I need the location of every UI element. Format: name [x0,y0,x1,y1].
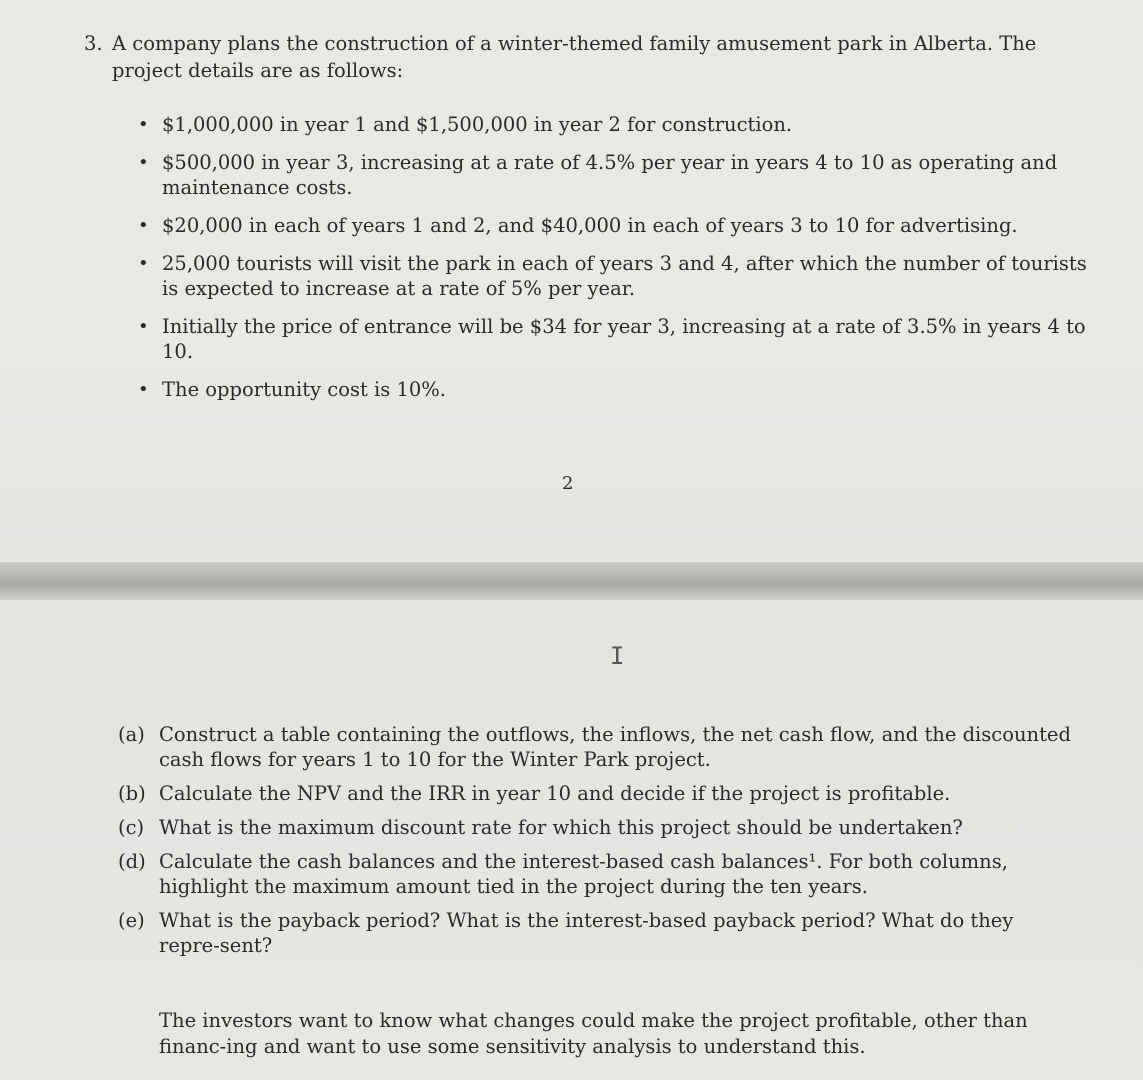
list-item [138,213,1093,238]
problem-number: 3. [84,32,103,55]
question-text: Calculate the cash balances and the interest-based cash balances¹. For both columns, highlight the maximum amount tied in the project during the ten years. [159,850,1008,898]
list-item [138,314,1093,364]
page-number: 2 [562,473,574,494]
page-divider [0,562,1143,600]
question-label: (a) [118,723,145,746]
bullet-icon: • [138,114,149,135]
question-item [118,781,1078,806]
detail-text: Initially the price of entrance will be $34 for year 3, increasing at a rate of 3.5% in years 4 to 10. [162,315,1086,363]
question-label: (d) [118,850,146,873]
detail-text: The opportunity cost is 10%. [162,378,446,401]
detail-text: $500,000 in year 3, increasing at a rate of 4.5% per year in years 4 to 10 as operating and maintenance costs. [162,151,1058,199]
project-details-list [138,112,1093,415]
detail-text: $20,000 in each of years 1 and 2, and $40,000 in each of years 3 to 10 for advertising. [162,214,1018,237]
text-cursor-icon: I [610,642,625,670]
questions-list [118,722,1078,967]
closing-paragraph: The investors want to know what changes could make the project profitable, other than financ-ing and want to use some sensitivity analysis to understand this. [159,1009,1028,1058]
question-text: What is the maximum discount rate for which this project should be undertaken? [159,816,963,839]
problem-intro: A company plans the construction of a winter-themed family amusement park in Alberta. The project details are as follows: [112,32,1037,82]
list-item [138,251,1093,301]
problem-statement [84,30,1099,84]
list-item [138,150,1093,200]
question-label: (b) [118,782,146,805]
bullet-icon: • [138,379,149,400]
list-item [138,377,1093,402]
question-text: Construct a table containing the outflows, the inflows, the net cash flow, and the discounted cash flows for years 1 to 10 for the Winter Park project. [159,723,1071,771]
question-text: Calculate the NPV and the IRR in year 10 and decide if the project is profitable. [159,782,951,805]
question-item [118,908,1078,958]
bullet-icon: • [138,253,149,274]
question-label: (c) [118,816,145,839]
question-item [118,849,1078,899]
question-label: (e) [118,909,145,932]
list-item [138,112,1093,137]
question-item [118,722,1078,772]
bullet-icon: • [138,152,149,173]
bullet-icon: • [138,316,149,337]
bullet-icon: • [138,215,149,236]
detail-text: 25,000 tourists will visit the park in each of years 3 and 4, after which the number of tourists is expected to increase at a rate of 5% per year. [162,252,1087,300]
detail-text: $1,000,000 in year 1 and $1,500,000 in year 2 for construction. [162,113,793,136]
question-text: What is the payback period? What is the interest-based payback period? What do they repre-sent? [159,909,1014,957]
question-item [118,815,1078,840]
